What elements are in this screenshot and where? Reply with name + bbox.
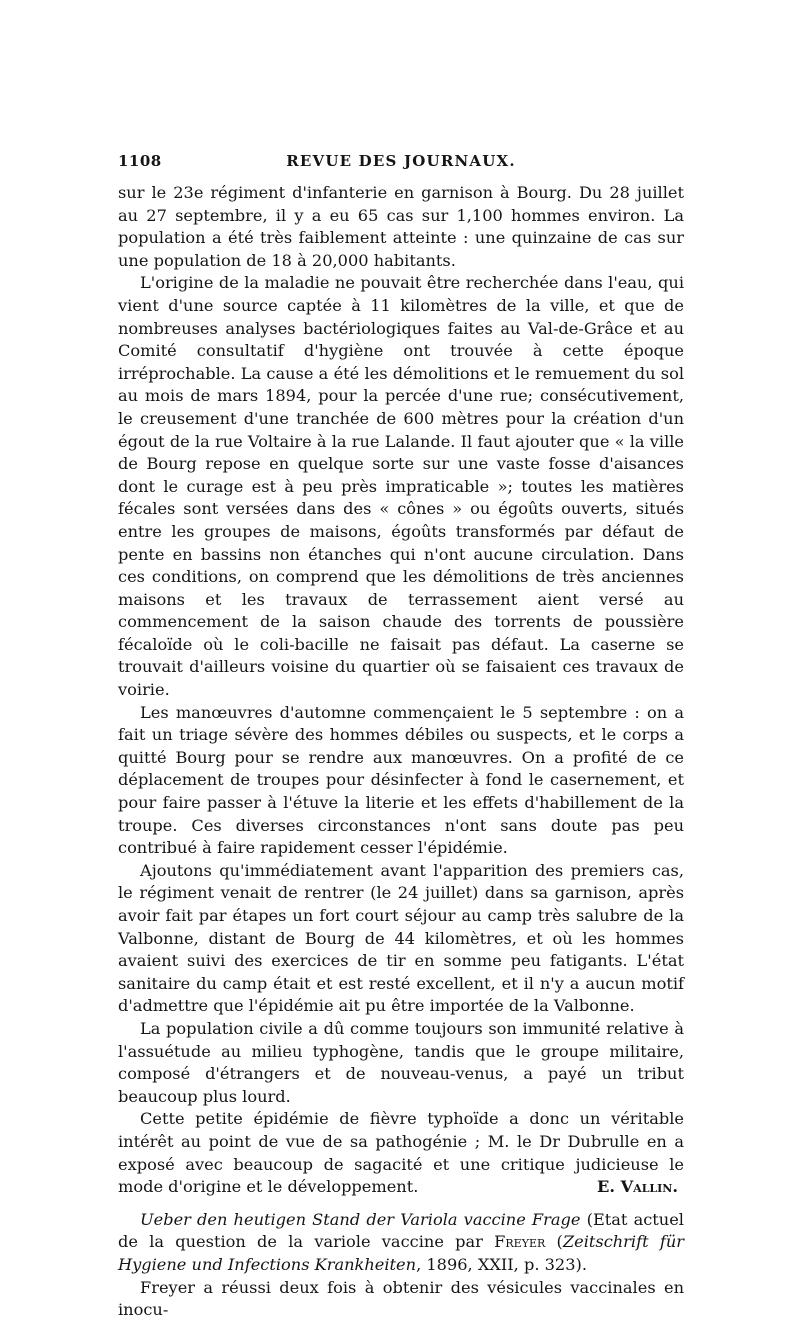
article-translation: (Etat actuel de la question de la variole vaccine par	[118, 1209, 684, 1252]
paragraph-6-text: Cette petite épidémie de fièvre typhoïde a donc un véritable intérêt au point de vue de sa pathogénie ; M. le Dr Dubrulle en a exposé avec beaucoup de sagacité et une critique judicieuse le mode d'origine et le développement.	[118, 1109, 684, 1197]
signature: E. Vallin.	[596, 1177, 678, 1197]
paragraph-3: Les manœuvres d'automne commençaient le 5 septembre : on a fait un triage sévère des hommes débiles ou suspects, et le corps a quitté Bourg pour se rendre aux manœuvres. On a profité de ce déplacement de troupes pour désinfecter à fond le casernement, et pour faire passer à l'étuve la literie et les effets d'habillement de la troupe. Ces diverses circonstances n'ont sans doute pas peu contribué à faire rapidement cesser l'épidémie.	[118, 702, 684, 858]
paragraph-5: La population civile a dû comme toujours son immunité relative à l'assuétude au milieu typhogène, tandis que le groupe militaire, composé d'étrangers et de nouveau-venus, a payé un tribut beaucoup plus lourd.	[118, 1018, 684, 1106]
closing-paragraph: Freyer a réussi deux fois à obtenir des vésicules vaccinales en inocu-	[118, 1277, 684, 1320]
document-page	[118, 150, 684, 1322]
paragraph-2: L'origine de la maladie ne pouvait être recherchée dans l'eau, qui vient d'une source captée à 11 kilomètres de la ville, et que de nombreuses analyses bactériologiques faites au Val-de-Grâce et au Comité consultatif d'hygiène ont trouvée à cette époque irréprochable. La cause a été les démolitions et le remuement du sol au mois de mars 1894, pour la percée d'une rue; consécutivement, le creusement d'une tranchée de 600 mètres pour la création d'un égout de la rue Voltaire à la rue Lalande. Il faut ajouter que « la ville de Bourg repose en quelque sorte sur une vaste fosse d'aisances dont le curage est à peu près impraticable »; toutes les matières fécales sont versées dans des « cônes » ou égoûts ouverts, situés entre les groupes de maisons, égoûts transformés par défaut de pente en bassins non étanches qui n'ont aucune circulation. Dans ces conditions, on comprend que les démolitions de très anciennes maisons et les travaux de terrassement aient versé au commencement de la saison chaude des torrents de poussière fécaloïde où le coli-bacille ne faisait pas défaut. La caserne se trouvait d'ailleurs voisine du quartier où se faisaient ces travaux de voirie.	[118, 273, 684, 700]
journal-details: , 1896, XXII, p. 323).	[416, 1254, 587, 1274]
paragraph-4: Ajoutons qu'immédiatement avant l'apparition des premiers cas, le régiment venait de rentrer (le 24 juillet) dans sa garnison, après avoir fait par étapes un fort court séjour au camp très salubre de la Valbonne, distant de Bourg de 44 kilomètres, et où les hommes avaient suivi des exercices de tir en somme peu fatigants. L'état sanitaire du camp était et est resté excellent, et il n'y a aucun motif d'admettre que l'épidémie ait pu être importée de la Valbonne.	[118, 860, 684, 1016]
article-title: Ueber den heutigen Stand der Variola vaccine Frage	[140, 1209, 581, 1229]
journal-name: Zeitschrift für Hygiene und Infections Krankheiten	[118, 1232, 685, 1274]
page-header	[118, 150, 684, 174]
journal-open: (	[545, 1232, 563, 1252]
article-author: Freyer	[494, 1232, 546, 1252]
bibliographic-reference	[118, 1209, 684, 1277]
paragraph-1: sur le 23e régiment d'infanterie en garnison à Bourg. Du 28 juillet au 27 septembre, il y a eu 65 cas sur 1,100 hommes environ. La population a été très faiblement atteinte : une quinzaine de cas sur une population de 18 à 20,000 habitants.	[118, 183, 684, 270]
page-number: 1108	[118, 152, 162, 170]
running-title: REVUE DES JOURNAUX.	[286, 152, 516, 170]
